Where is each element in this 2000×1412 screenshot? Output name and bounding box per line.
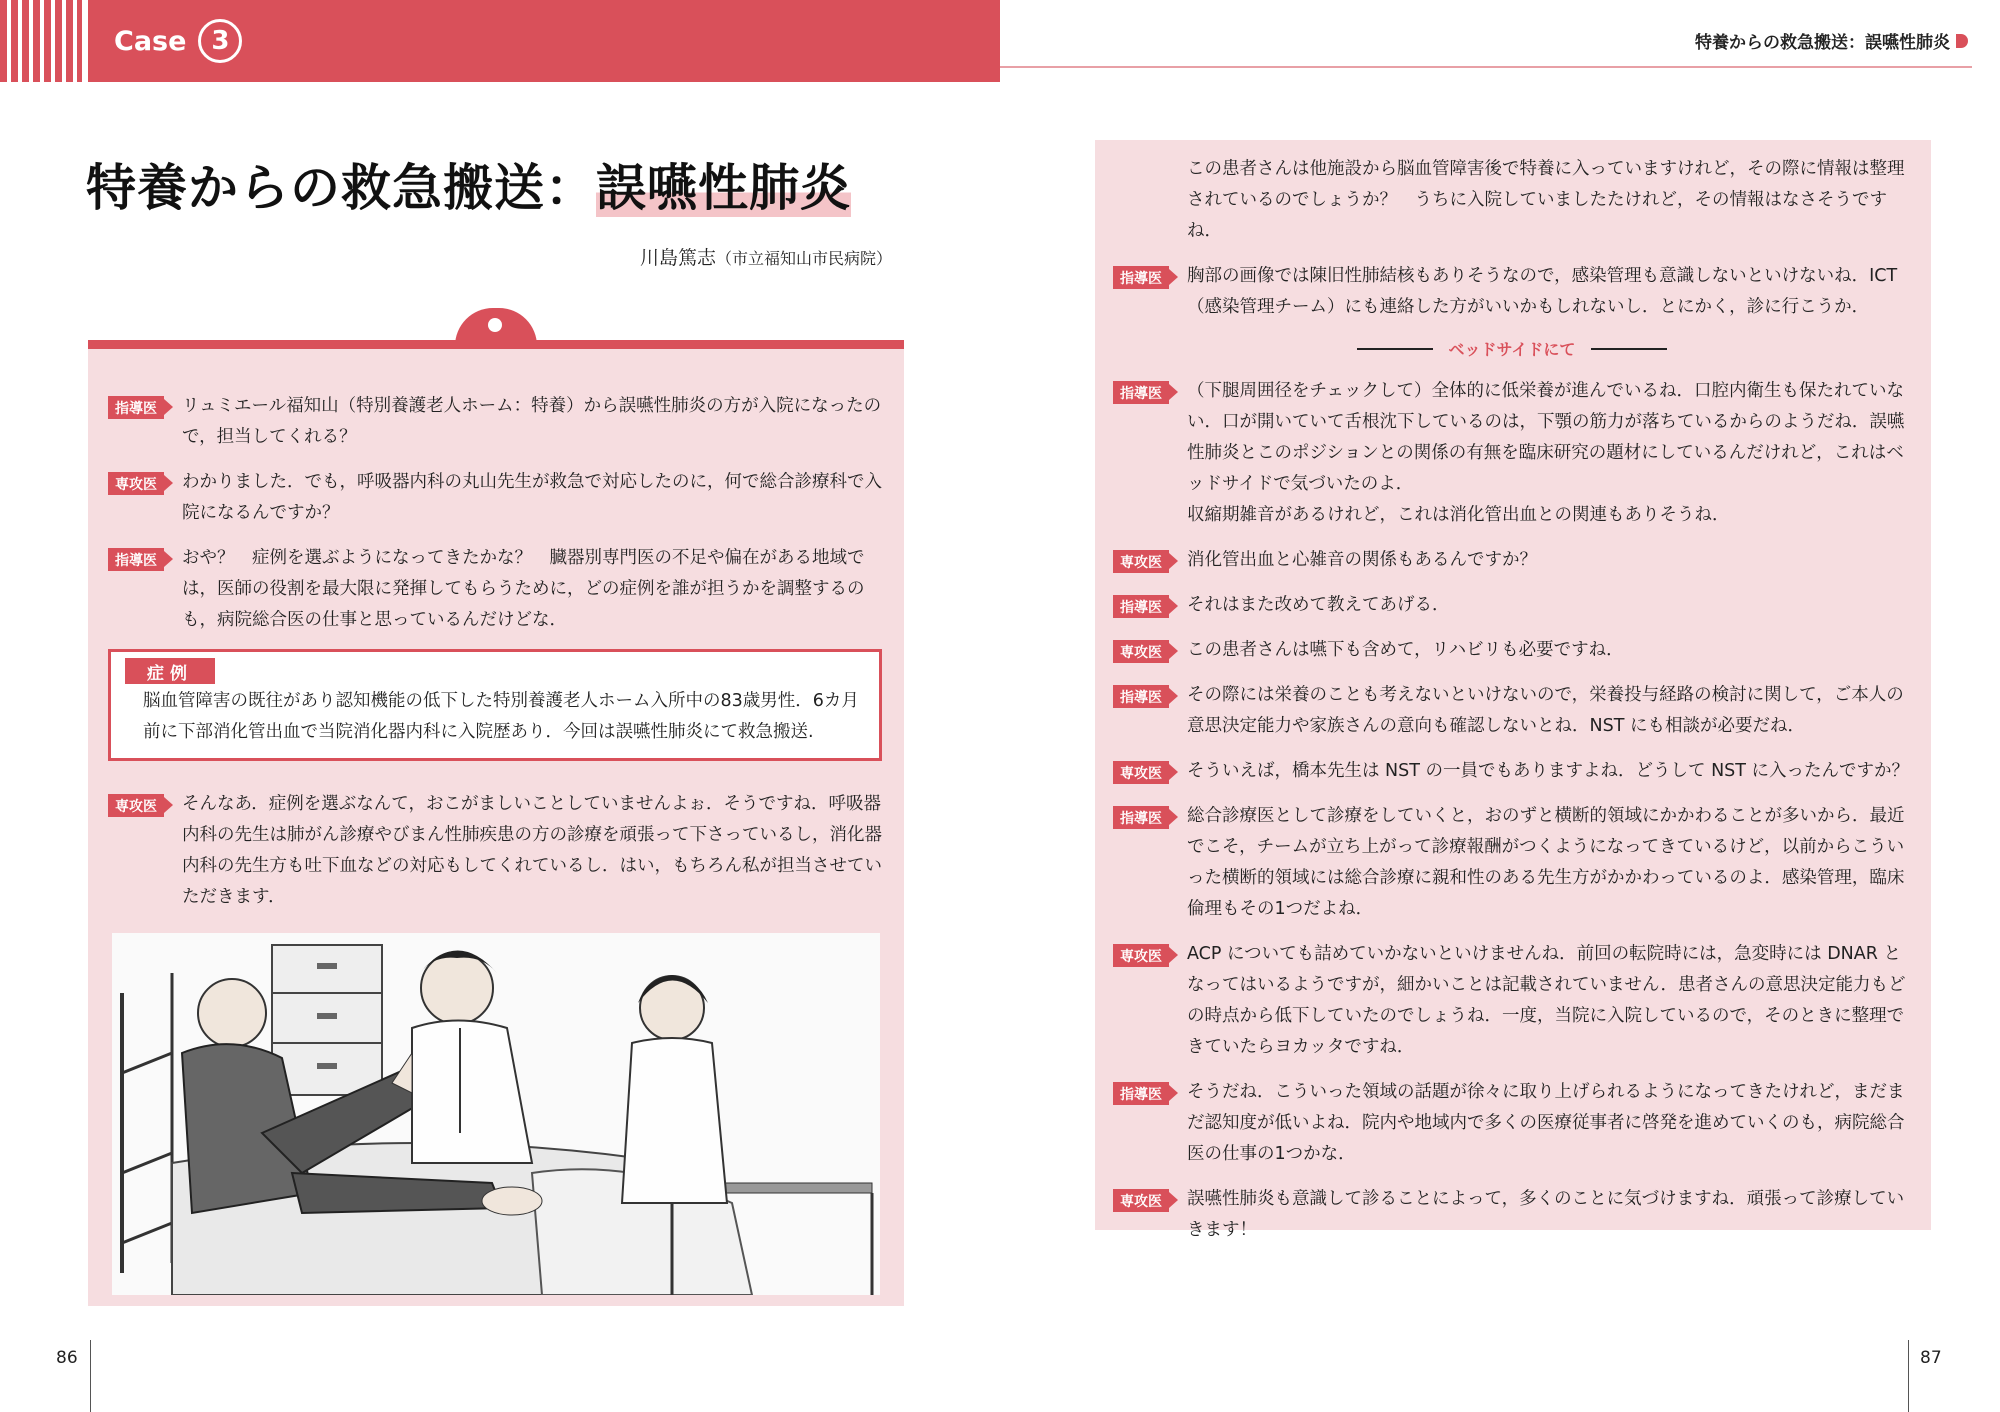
panel-tab-hole — [488, 318, 502, 332]
bedside-heading-text: ベッドサイドにて — [1448, 340, 1576, 359]
title-main: 特養からの救急搬送： — [86, 159, 596, 217]
dialogue-text: リュミエール福知山（特別養護老人ホーム：特養）から誤嚥性肺炎の方が入院になったので，担当してくれる？ — [182, 396, 882, 447]
speaker-badge: 指導医 — [1113, 1082, 1169, 1105]
right-dialogue-panel — [1095, 140, 1931, 1240]
dialogue-text: この患者さんは嚥下も含めて，リハビリも必要ですね． — [1187, 640, 1624, 660]
dialogue-line — [108, 789, 894, 913]
case-number-badge: 3 — [198, 19, 242, 63]
dialogue-line — [1113, 376, 1911, 531]
dialogue-text: 総合診療医として診療をしていくと，おのずと横断的領域にかかわることが多いから．最近でこそ，チームが立ち上がって診療報酬がつくようになってきているけど，以前からこういった横断的領域には総合診療に親和性のある先生方がかかわっているのよ．感染管理，臨床倫理もその1つだよね． — [1187, 806, 1905, 919]
case-box-label: 症例 — [125, 658, 215, 684]
bedside-scene-image — [112, 933, 880, 1295]
author-affiliation: （市立福知山市民病院） — [715, 249, 892, 268]
footer-rule-left — [90, 1340, 91, 1412]
dialogue-text: 消化管出血と心雑音の関係もあるんですか？ — [1187, 550, 1537, 570]
dialogue-block-1 — [108, 391, 894, 650]
page-title — [86, 148, 851, 220]
case-header-band — [88, 0, 1000, 82]
speaker-badge: 指導医 — [1113, 595, 1169, 618]
dialogue-line — [1113, 590, 1911, 621]
dialogue-line — [1113, 635, 1911, 666]
speaker-badge: 専攻医 — [1113, 550, 1169, 573]
dialogue-line — [1113, 1077, 1911, 1170]
dialogue-line — [1113, 545, 1911, 576]
dialogue-line — [1113, 154, 1911, 247]
manga-illustration — [112, 933, 880, 1295]
dialogue-text: おや？ 症例を選ぶようになってきたかな？ 臓器別専門医の不足や偏在がある地域では，医師の役割を最大限に発揮してもらうために，どの症例を誰が担うかを調整するのも，病院総合医の仕事と思っているんだけどな． — [182, 548, 865, 630]
dialogue-text: その際には栄養のことも考えないといけないので，栄養投与経路の検討に関して，ご本人の意思決定能力や家族さんの意向も確認しないとね．NST にも相談が必要だね． — [1187, 685, 1904, 736]
left-dialogue-panel — [88, 340, 904, 1306]
dialogue-line — [108, 543, 894, 636]
speaker-badge: 指導医 — [108, 548, 164, 571]
case-summary-box — [108, 649, 882, 761]
bedside-section-heading — [1113, 337, 1911, 360]
running-title: 特養からの救急搬送：誤嚥性肺炎 — [1695, 33, 1950, 53]
footer-rule-right — [1908, 1340, 1909, 1412]
dialogue-line — [108, 391, 894, 453]
author-line — [640, 243, 892, 270]
author-name: 川島篤志 — [639, 247, 716, 269]
dialogue-line — [1113, 261, 1911, 323]
dialogue-text-part-1: （下腿周囲径をチェックして）全体的に低栄養が進んでいるね．口腔内衛生も保たれていない．口が開いていて舌根沈下しているのは，下顎の筋力が落ちているからのようだね．誤嚥性肺炎とこのポジションとの関係の有無を臨床研究の題材にしているんだけれど，これはベッドサイドで気づいたのよ． — [1187, 381, 1905, 494]
speaker-badge: 指導医 — [1113, 381, 1169, 404]
dialogue-text: そういえば，橋本先生は NST の一員でもありますよね．どうして NST に入ったんですか？ — [1187, 761, 1910, 781]
dialogue-text: 誤嚥性肺炎も意識して診ることによって，多くのことに気づけますね．頑張って診療していきます！ — [1187, 1189, 1905, 1240]
dialogue-line — [1113, 756, 1911, 787]
header-rule — [1000, 66, 1972, 68]
dialogue-line — [108, 467, 894, 529]
dialogue-text: そうだね．こういった領域の話題が徐々に取り上げられるようになってきたけれど，まだまだ認知度が低いよね．院内や地域内で多くの医療従事者に啓発を進めていくのも，病院総合医の仕事の1つかな． — [1187, 1082, 1905, 1164]
heading-rule-right — [1591, 348, 1667, 350]
case-box-text: 脳血管障害の既往があり認知機能の低下した特別養護老人ホーム入所中の83歳男性．6カ月前に下部消化管出血で当院消化器内科に入院歴あり．今回は誤嚥性肺炎にて救急搬送. — [143, 691, 859, 742]
speaker-badge: 専攻医 — [1113, 1189, 1169, 1212]
header-tab-marker — [1956, 34, 1968, 48]
speaker-badge: 専攻医 — [1113, 761, 1169, 784]
header-stripes — [0, 0, 82, 82]
speaker-badge: 指導医 — [1113, 806, 1169, 829]
dialogue-text: わかりました．でも，呼吸器内科の丸山先生が救急で対応したのに，何で総合診療科で入院になるんですか？ — [182, 472, 882, 523]
dialogue-text-part-2: 収縮期雑音があるけれど，これは消化管出血との関連もありそうね． — [1187, 505, 1730, 525]
speaker-badge: 専攻医 — [1113, 944, 1169, 967]
dialogue-line — [1113, 1184, 1911, 1246]
page-number-left: 86 — [56, 1348, 78, 1368]
dialogue-line — [1113, 680, 1911, 742]
speaker-badge: 指導医 — [1113, 266, 1169, 289]
dialogue-block-2 — [108, 789, 894, 927]
speaker-badge: 専攻医 — [108, 472, 164, 495]
title-highlight: 誤嚥性肺炎 — [596, 159, 851, 217]
speaker-badge: 指導医 — [1113, 685, 1169, 708]
dialogue-text: この患者さんは他施設から脳血管障害後で特養に入っていますけれど，その際に情報は整理されているのでしょうか？ うちに入院していましたたけれど，その情報はなさそうですね． — [1187, 159, 1905, 241]
page-number-right: 87 — [1920, 1348, 1942, 1368]
speaker-badge: 専攻医 — [108, 794, 164, 817]
heading-rule-left — [1357, 348, 1433, 350]
dialogue-text: ACP についても詰めていかないといけませんね．前回の転院時には，急変時には DNAR となってはいるようですが，細かいことは記載されていません．患者さんの意思決定能力もどの時点から低下していたのでしょうね．一度，当院に入院しているので，そのときに整理できていたらヨカッタですね． — [1187, 944, 1906, 1057]
dialogue-block-3 — [1113, 154, 1911, 1260]
dialogue-text: それはまた改めて教えてあげる． — [1187, 595, 1450, 615]
dialogue-line — [1113, 801, 1911, 925]
dialogue-text — [1187, 376, 1911, 531]
speaker-badge: 指導医 — [108, 396, 164, 419]
case-label: Case — [114, 25, 187, 57]
dialogue-text: そんなあ．症例を選ぶなんて，おこがましいことしていませんよぉ．そうですね．呼吸器内科の先生は肺がん診療やびまん性肺疾患の方の診療を頑張って下さっているし，消化器内科の先生方も吐下血などの対応もしてくれているし．はい，もちろん私が担当させていただきます． — [182, 794, 882, 907]
dialogue-text: 胸部の画像では陳旧性肺結核もありそうなので，感染管理も意識しないといけないね．ICT（感染管理チーム）にも連絡した方がいいかもしれないし．とにかく，診に行こうか． — [1187, 266, 1898, 317]
speaker-badge: 専攻医 — [1113, 640, 1169, 663]
dialogue-line — [1113, 939, 1911, 1063]
